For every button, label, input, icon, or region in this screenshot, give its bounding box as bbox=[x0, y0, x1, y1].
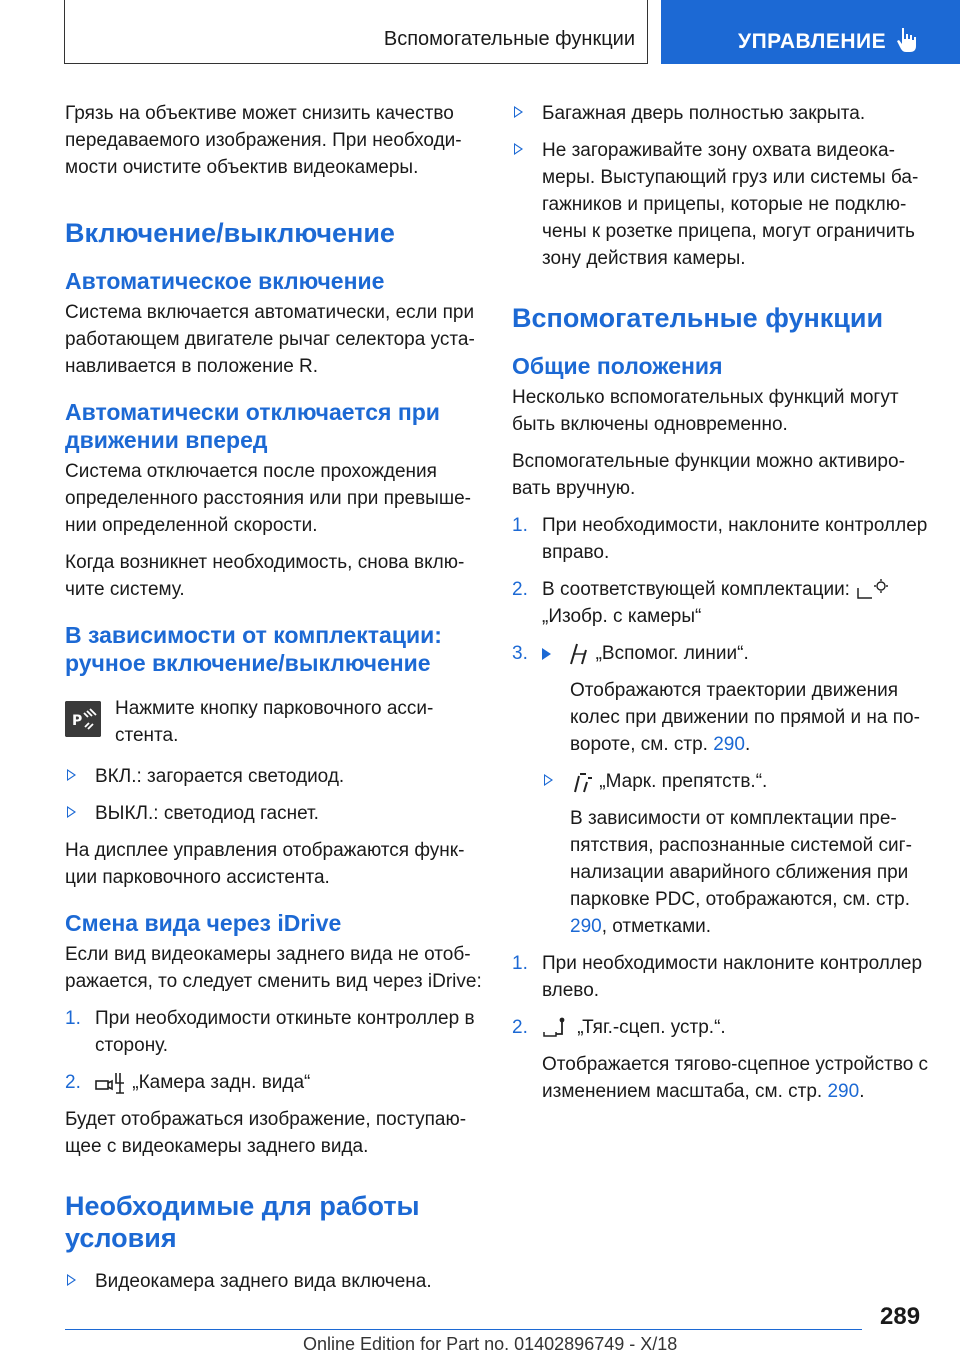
step-text: При необходимости откиньте контроллер в сторону. bbox=[95, 1008, 475, 1056]
bullet-icon bbox=[544, 774, 553, 786]
tow-text: Отображается тягово-сцепное устройство с изменением масштаба, см. стр. bbox=[542, 1054, 929, 1102]
numbered-step bbox=[65, 1069, 485, 1096]
paragraph-display: На дисплее управления отображаются функции парковочного ассистента. bbox=[65, 840, 465, 888]
list-item bbox=[65, 763, 485, 790]
heading-auto-on: Автоматическое включение bbox=[65, 268, 385, 294]
numbered-step bbox=[512, 640, 932, 667]
paragraph-trajectory bbox=[570, 677, 932, 758]
guide-lines-icon bbox=[568, 642, 590, 666]
numbered-step bbox=[512, 576, 932, 630]
step-text: „Вспомог. линии“. bbox=[595, 643, 749, 664]
bullet-icon bbox=[67, 1274, 76, 1286]
list-item bbox=[512, 137, 932, 272]
bullet-obstacle-text: „Марк. препятств.“. bbox=[599, 771, 768, 792]
heading-auto-off: Автоматически отключается при движении вперед bbox=[65, 399, 440, 453]
step-number: 1. bbox=[65, 1008, 81, 1029]
step-text: При необходимости наклоните контроллер влево. bbox=[542, 953, 923, 1001]
paragraph-manual: Вспомогательные функции можно активировать вручную. bbox=[512, 451, 905, 499]
bullet-off-text: ВЫКЛ.: светодиод гаснет. bbox=[95, 803, 319, 824]
paragraph-tow bbox=[542, 1051, 932, 1105]
paragraph-multi: Несколько вспомогательных функций могут быть включены одновременно. bbox=[512, 387, 899, 435]
page-link[interactable]: 290 bbox=[827, 1081, 860, 1102]
page-link[interactable]: 290 bbox=[713, 734, 745, 755]
hand-pointer-icon bbox=[895, 26, 919, 54]
bullet-zone-text: Не загораживайте зону охвата видеокамеры. Выступающий груз или системы багажников и прицепы, которые не подключены к розетке прицепа, могут ограничить зону действия камеры. bbox=[542, 140, 919, 269]
paragraph-reenable: Когда возникнет необходимость, снова включите систему. bbox=[65, 552, 465, 600]
bullet-camera-text: Видеокамера заднего вида включена. bbox=[95, 1271, 432, 1292]
footer-edition: Online Edition for Part no. 01402896749 - X/18 bbox=[303, 1334, 678, 1354]
park-assist-button-icon bbox=[65, 701, 101, 737]
paragraph-obstacle bbox=[570, 805, 932, 940]
header-section-title: Вспомогательные функции bbox=[383, 28, 635, 50]
tow-text-end: . bbox=[859, 1081, 865, 1102]
list-item bbox=[65, 1268, 485, 1295]
left-column bbox=[65, 100, 485, 1305]
obstacle-text-end: , отметками. bbox=[601, 916, 712, 937]
header-chapter-title: УПРАВЛЕНИЕ bbox=[738, 30, 887, 53]
intro-paragraph: Грязь на объективе может снизить качество передаваемого изображения. При необходимости очистите объектив видеокамеры. bbox=[65, 103, 462, 178]
list-item bbox=[65, 800, 485, 827]
trajectory-text-end: . bbox=[744, 734, 751, 755]
heading-idrive: Смена вида через iDrive bbox=[65, 910, 342, 936]
bullet-on-text: ВКЛ.: загорается светодиод. bbox=[95, 766, 345, 787]
heading-onoff: Включение/выключение bbox=[65, 218, 395, 248]
heading-requirements: Необходимые для работы условия bbox=[65, 1191, 420, 1253]
camera-settings-icon bbox=[855, 578, 889, 602]
paragraph-press-button: Нажмите кнопку парковочного ассистента. bbox=[115, 698, 434, 746]
header-section-box bbox=[64, 0, 648, 64]
right-column bbox=[512, 100, 932, 1115]
rear-camera-icon bbox=[95, 1071, 127, 1095]
paragraph-idrive: Если вид видеокамеры заднего вида не отображается, то следует сменить вид через iDrive: bbox=[65, 944, 482, 992]
numbered-step bbox=[512, 1014, 932, 1041]
page-link[interactable]: 290 bbox=[570, 916, 602, 937]
heading-manual: В зависимости от комплектации: ручное включение/выключение bbox=[65, 622, 442, 676]
bullet-trunk-text: Багажная дверь полностью закрыта. bbox=[542, 103, 866, 124]
bullet-icon bbox=[542, 648, 551, 660]
step-text: „Камера задн. вида“ bbox=[132, 1072, 311, 1093]
step-text-option: „Изобр. с камеры“ bbox=[542, 606, 702, 627]
step-number: 3. bbox=[512, 643, 528, 664]
step-number: 1. bbox=[512, 953, 528, 974]
svg-text:P: P bbox=[72, 713, 83, 729]
heading-aux-functions: Вспомогательные функции bbox=[512, 303, 884, 333]
step-text: „Тяг.-сцеп. устр.“. bbox=[577, 1017, 726, 1038]
header-chapter-tab[interactable] bbox=[661, 0, 960, 64]
list-item bbox=[512, 100, 932, 127]
heading-general: Общие положения bbox=[512, 353, 723, 379]
step-number: 1. bbox=[512, 515, 528, 536]
step-number: 2. bbox=[512, 1017, 528, 1038]
park-assist-instruction bbox=[65, 695, 485, 749]
step-text: При необходимости, наклоните контроллер вправо. bbox=[542, 515, 928, 563]
obstacle-text: В зависимости от комплектации препятствия, распознанные системой сигнализации аварийного сближения при парковке PDC, отображаются, см. стр. bbox=[570, 808, 912, 910]
bullet-icon bbox=[514, 143, 523, 155]
step-text: В соответствующей комплектации: bbox=[542, 579, 850, 600]
bullet-icon bbox=[67, 806, 76, 818]
tow-hitch-icon bbox=[542, 1016, 572, 1040]
footer-divider bbox=[65, 1329, 862, 1330]
bullet-icon bbox=[514, 106, 523, 118]
numbered-step bbox=[512, 512, 932, 566]
paragraph-shown: Будет отображаться изображение, поступающее с видеокамеры заднего вида. bbox=[65, 1109, 467, 1157]
paragraph-auto-on: Система включается автоматически, если при работающем двигателе рычаг селектора устанавливается в положение R. bbox=[65, 302, 475, 377]
page-number: 289 bbox=[880, 1303, 921, 1330]
numbered-step bbox=[65, 1005, 485, 1059]
list-item bbox=[542, 768, 932, 795]
bullet-icon bbox=[67, 769, 76, 781]
step-number: 2. bbox=[65, 1072, 81, 1093]
trajectory-text: Отображаются траектории движения колес при движении по прямой и на повороте, см. стр. bbox=[570, 680, 920, 755]
numbered-step bbox=[512, 950, 932, 1004]
obstacle-marking-icon bbox=[572, 770, 594, 794]
paragraph-auto-off: Система отключается после прохождения определенного расстояния или при превышении определенной скорости. bbox=[65, 461, 471, 536]
step-number: 2. bbox=[512, 579, 528, 600]
